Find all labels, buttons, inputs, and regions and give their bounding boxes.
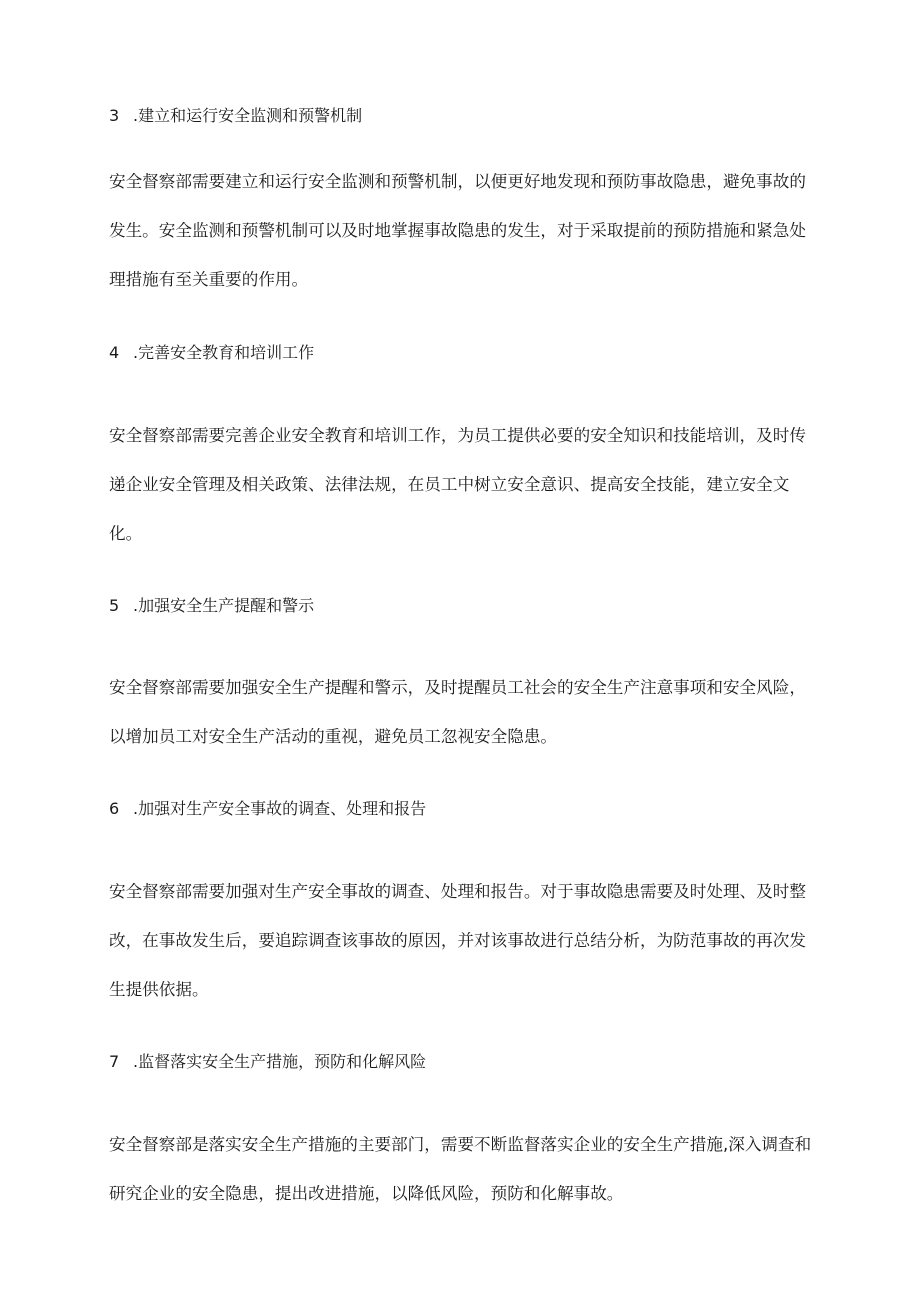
section-number: 6 <box>109 799 120 818</box>
section-6-paragraph: 安全督察部需要加强对生产安全事故的调查、处理和报告。对于事故隐患需要及时处理、及时整改，在事故发生后，要追踪调查该事故的原因，并对该事故进行总结分析，为防范事故的再次发生提供依据。 <box>109 882 806 999</box>
section-4-paragraph: 安全督察部需要完善企业安全教育和培训工作，为员工提供必要的安全知识和技能培训，及时传递企业安全管理及相关政策、法律法规，在员工中树立安全意识、提高安全技能，建立安全文化。 <box>109 426 806 543</box>
section-7-heading <box>109 1052 426 1072</box>
section-5-heading <box>109 596 314 616</box>
section-title: .加强对生产安全事故的调查、处理和报告 <box>133 799 427 818</box>
section-3-paragraph: 安全督察部需要建立和运行安全监测和预警机制，以便更好地发现和预防事故隐患，避免事故的发生。安全监测和预警机制可以及时地掌握事故隐患的发生，对于采取提前的预防措施和紧急处理措施有至关重要的作用。 <box>109 172 806 289</box>
section-title: .建立和运行安全监测和预警机制 <box>133 106 363 125</box>
section-7-paragraph: 安全督察部是落实安全生产措施的主要部门，需要不断监督落实企业的安全生产措施,深入调查和研究企业的安全隐患，提出改进措施，以降低风险，预防和化解事故。 <box>109 1135 812 1203</box>
section-4-heading <box>109 343 314 363</box>
section-title: .完善安全教育和培训工作 <box>133 343 315 362</box>
section-number: 3 <box>109 106 120 125</box>
section-number: 4 <box>109 343 120 362</box>
section-3-heading <box>109 106 362 126</box>
section-title: .加强安全生产提醒和警示 <box>133 596 315 615</box>
section-number: 7 <box>109 1052 120 1071</box>
section-title: .监督落实安全生产措施，预防和化解风险 <box>133 1052 427 1071</box>
section-number: 5 <box>109 596 120 615</box>
section-5-paragraph: 安全督察部需要加强安全生产提醒和警示，及时提醒员工社会的安全生产注意事项和安全风险，以增加员工对安全生产活动的重视，避免员工忽视安全隐患。 <box>109 678 806 746</box>
section-6-heading <box>109 799 426 819</box>
